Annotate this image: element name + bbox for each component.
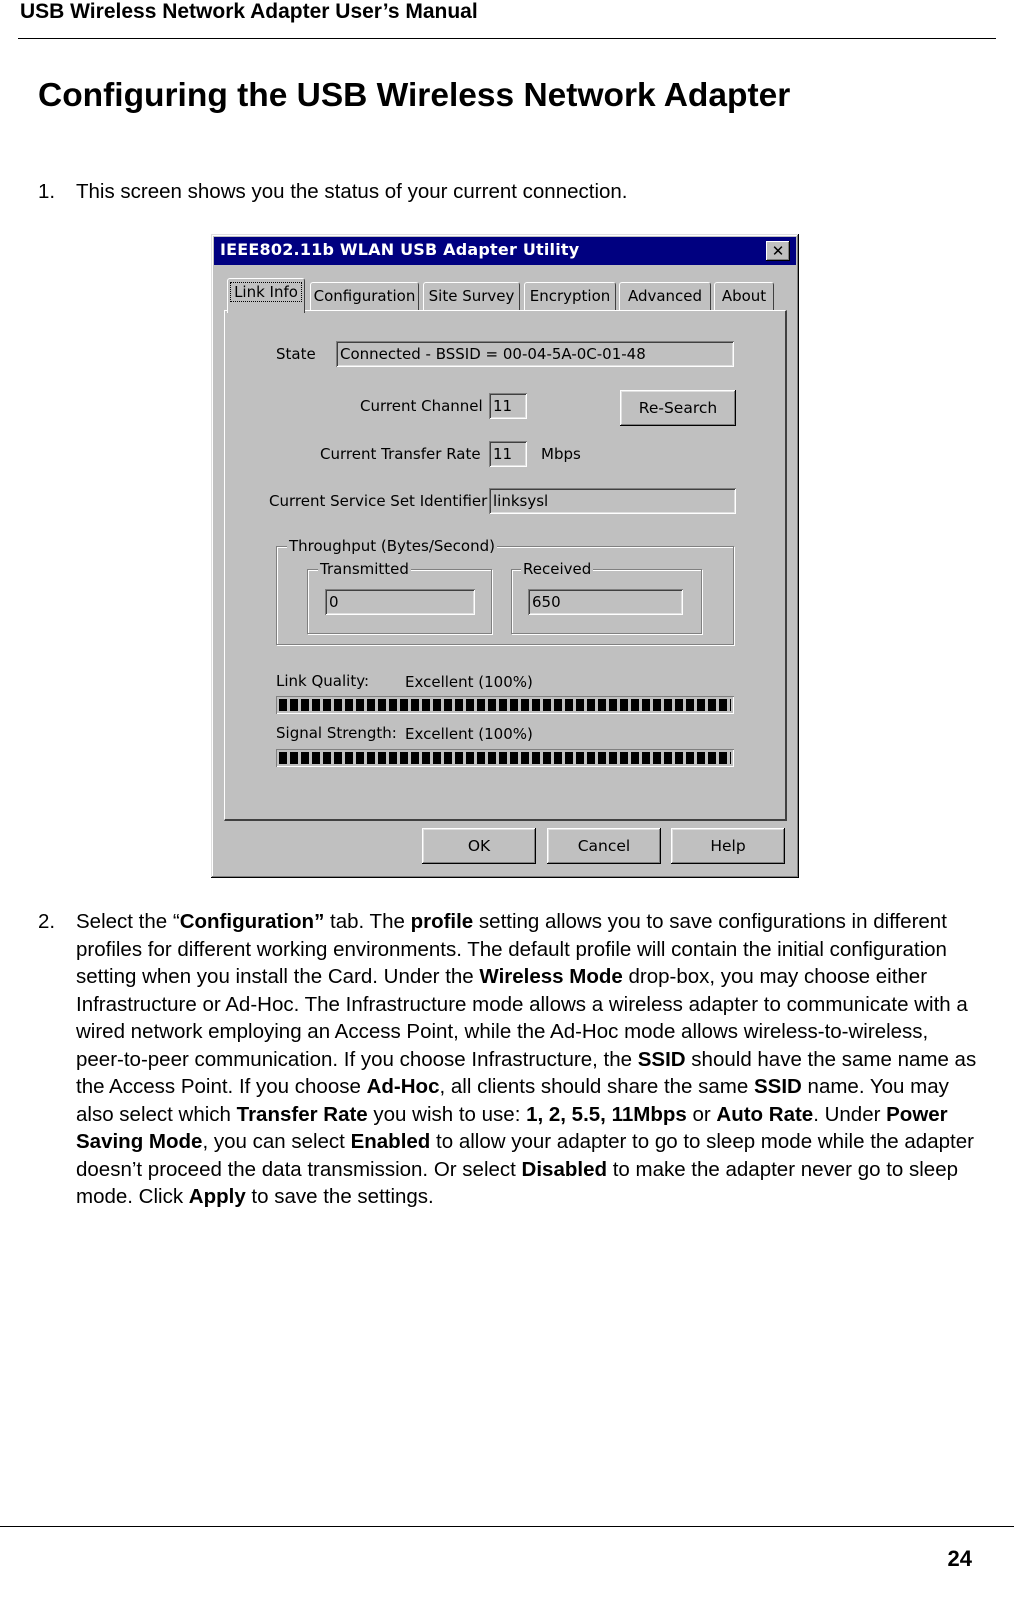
close-button[interactable] <box>766 241 790 261</box>
link-quality-label: Link Quality: <box>276 672 370 690</box>
transmitted-field: 0 <box>325 589 475 615</box>
tab-site-survey[interactable]: Site Survey <box>423 282 520 311</box>
ssid-label: Current Service Set Identifier <box>269 492 488 510</box>
signal-strength-bar <box>276 749 734 767</box>
ssid-field: linksysl <box>489 488 736 514</box>
link-quality-value: Excellent (100%) <box>405 673 533 691</box>
title-bar <box>214 237 796 265</box>
state-field: Connected - BSSID = 00-04-5A-0C-01-48 <box>336 341 734 367</box>
page-number: 24 <box>947 1546 972 1571</box>
close-icon: ✕ <box>771 242 785 260</box>
throughput-label: Throughput (Bytes/Second) <box>289 537 495 555</box>
cancel-button[interactable]: Cancel <box>547 828 661 864</box>
transfer-rate-field: 11 <box>489 441 527 467</box>
step-1-text: This screen shows you the status of your current connection. <box>76 180 628 203</box>
step-1-number: 1. <box>38 180 56 203</box>
help-button[interactable]: Help <box>671 828 785 864</box>
state-label: State <box>276 345 316 363</box>
tab-advanced[interactable]: Advanced <box>619 282 711 311</box>
re-search-button[interactable]: Re-Search <box>620 390 736 426</box>
channel-field: 11 <box>489 393 527 419</box>
transfer-rate-label: Current Transfer Rate <box>320 445 481 463</box>
adapter-utility-window <box>211 234 799 878</box>
tab-encryption[interactable]: Encryption <box>524 282 616 311</box>
tab-link-info[interactable] <box>227 278 305 313</box>
signal-strength-value: Excellent (100%) <box>405 725 533 743</box>
signal-strength-bar-fill <box>279 752 731 764</box>
ok-button[interactable]: OK <box>422 828 536 864</box>
tab-link-info-label: Link Info <box>230 282 302 302</box>
link-quality-bar-fill <box>279 699 731 711</box>
received-field: 650 <box>528 589 683 615</box>
step-2-number: 2. <box>38 910 56 933</box>
link-quality-bar <box>276 696 734 714</box>
running-header: USB Wireless Network Adapter User’s Manual <box>20 0 478 23</box>
header-rule <box>18 38 996 39</box>
tab-about[interactable]: About <box>714 282 774 311</box>
transfer-rate-unit: Mbps <box>541 445 581 463</box>
tab-configuration[interactable]: Configuration <box>310 282 419 311</box>
link-info-panel <box>224 310 787 821</box>
section-heading: Configuring the USB Wireless Network Adapter <box>38 77 791 114</box>
channel-label: Current Channel <box>360 397 483 415</box>
footer-rule <box>0 1526 1014 1527</box>
transmitted-label: Transmitted <box>320 560 409 578</box>
received-label: Received <box>523 560 592 578</box>
step-2-text: Select the “Configuration” tab. The profile setting allows you to save configurations in different profiles for different working environments. The default profile will contain the initial configuration setting when you install the Card. Under the Wireless Mode drop-box, you may choose either Infrastructure or Ad-Hoc. The Infrastructure mode allows a wireless adapter to communicate with a wired network employing an Access Point, while the Ad-Hoc mode allows wireless-to-wireless, peer-to-peer communication. If you choose Infrastructure, the SSID should have the same name as the Access Point. If you choose Ad-Hoc, all clients should share the same SSID name. You may also select which Transfer Rate you wish to use: 1, 2, 5.5, 11Mbps or Auto Rate. Under Power Saving Mode, you can select Enabled to allow your adapter to go to sleep mode while the adapter doesn’t proceed the data transmission. Or select Disabled to make the adapter never go to sleep mode. Click Apply to save the settings. <box>76 910 977 1208</box>
window-title: IEEE802.11b WLAN USB Adapter Utility <box>220 240 580 259</box>
signal-strength-label: Signal Strength: <box>276 724 397 742</box>
